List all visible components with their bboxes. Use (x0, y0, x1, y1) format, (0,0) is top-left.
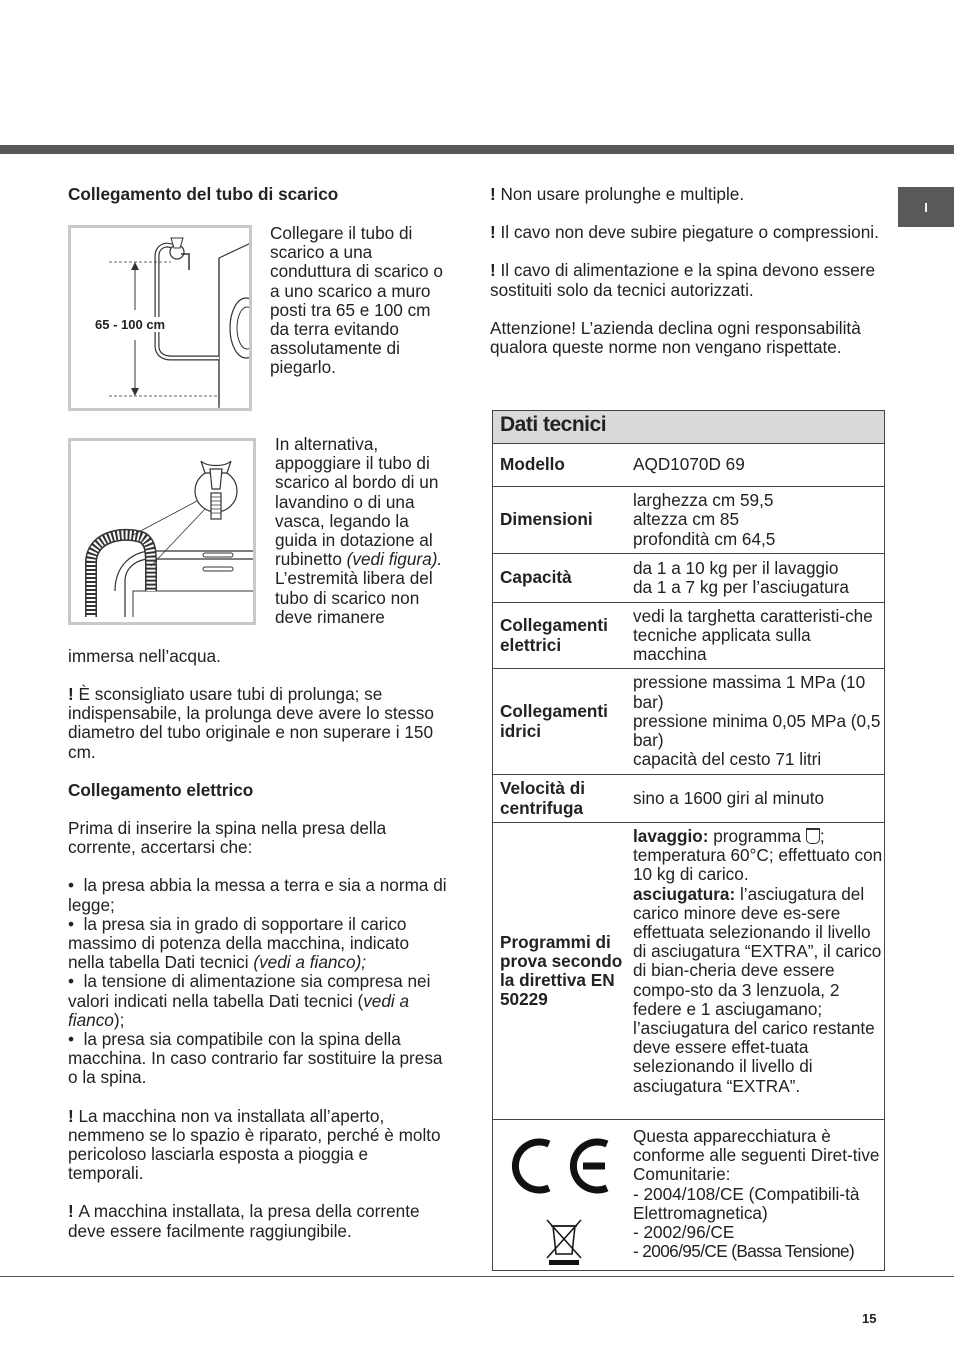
spec-label: Programmi di prova secondo la direttiva EN 50229 (500, 931, 623, 1010)
spec-row-water (493, 668, 884, 774)
drain-heading: Collegamento del tubo di scarico (68, 184, 339, 204)
spec-table-title: Dati tecnici (493, 411, 884, 444)
top-band (0, 145, 954, 154)
sink-drain-icon (71, 441, 253, 622)
spec-value: da 1 a 10 kg per il lavaggio da 1 a 7 kg per l’asciugatura (633, 557, 849, 597)
spec-value: sino a 1600 giri al minuto (633, 787, 825, 808)
ce-area (493, 1120, 633, 1270)
sink-drain-text-b: L’estremità libera del tubo di scarico non deve rimanere (275, 568, 433, 627)
spec-row-model (493, 444, 884, 486)
extension-warning: ! È sconsigliato usare tubi di prolunga; se indispensabile, la prolunga deve avere lo stesso diametro del tubo originale e non superare i 150 cm. (68, 684, 434, 762)
bullet-load: • la presa sia in grado di sopportare il carico massimo di potenza della macchina, indicato nella tabella Dati tecnici (vedi a fianco); (68, 913, 410, 973)
spec-label: Dimensioni (500, 509, 593, 530)
spec-row-spin (493, 774, 884, 822)
see-figure-note: (vedi figura). (346, 549, 443, 570)
drain-figure-sink (68, 438, 256, 625)
attention-note: Attenzione! L’azienda declina ogni responsabilità qualora queste norme non vengano rispettate. (490, 317, 861, 358)
right-column (490, 185, 885, 357)
spec-value: AQD1070D 69 (633, 454, 745, 475)
spec-value: lavaggio: programma ; temperatura 60°C; effettuato con 10 kg di carico. asciugatura: l’asciugatura del carico minore deve es-sere effettuata selezionando il livello di asciugatura “EXTRA”, il carico di bian-cheria deve essere compo-sto da 3 lenzuola, 2 federe e 1 asciugamano; l’asciugatura del carico restante deve essere effet-tuata selezionando il livello di asciugatura “EXTRA”. (633, 826, 883, 1096)
sink-drain-text-a: In alternativa, appoggiare il tubo di scarico al bordo di un lavandino o di una vasca, legando la guida in dotazione al rubinetto (275, 434, 439, 570)
warning-replacement: ! Il cavo di alimentazione e la spina devono essere sostituiti solo da tecnici autorizzati. (490, 260, 876, 300)
access-warning: ! A macchina installata, la presa della corrente deve essere facilmente raggiungibile. (68, 1201, 420, 1241)
wash-program-icon (806, 828, 820, 844)
bullet-voltage: • la tensione di alimentazione sia compresa nei valori indicati nella tabella Dati tecnici (vedi a fianco); (68, 971, 431, 1030)
warning-extensions: ! Non usare prolunghe e multiple. (490, 184, 745, 204)
bullet-earth: • la presa abbia la messa a terra e sia a norma di legge; (68, 875, 447, 915)
outdoor-warning: ! La macchina non va installata all’aperto, nemmeno se lo spazio è riparato, perché è molto pericoloso lasciarla esposta a pioggia e temporali. (68, 1105, 441, 1184)
sink-drain-text (275, 435, 455, 627)
spec-row-capacity (493, 553, 884, 602)
spec-value: vedi la targhetta caratteristi-che tecniche applicata sulla macchina (633, 605, 873, 665)
spec-row-electrical (493, 602, 884, 668)
spec-label: Capacità (500, 567, 572, 588)
weee-bin-icon (547, 1220, 581, 1265)
spec-table (492, 410, 885, 1271)
spec-label: Collegamenti elettrici (500, 615, 608, 655)
language-tab: I (898, 187, 954, 227)
page-number: 15 (862, 1311, 877, 1326)
ce-mark-icon (515, 1142, 607, 1190)
spec-value: pressione massima 1 MPa (10 bar) pressione minima 0,05 MPa (0,5 bar) capacità del cesto 71 litri (633, 672, 881, 770)
spec-label: Collegamenti idrici (500, 701, 608, 741)
left-lower-text (68, 685, 448, 1241)
electric-intro: Prima di inserire la spina nella presa della corrente, accertarsi che: (68, 818, 387, 858)
warning-bending: ! Il cavo non deve subire piegature o compressioni. (490, 222, 879, 243)
spec-row-test-programs (493, 822, 884, 1119)
wall-drain-text: Collegare il tubo di scarico a una conduttura di scarico o a uno scarico a muro posti tra 65 e 100 cm da terra evitando assolutamente di piegarlo. (270, 223, 443, 378)
spec-label: Velocità di centrifuga (500, 778, 586, 818)
spec-row-dimensions (493, 486, 884, 553)
spec-value: larghezza cm 59,5 altezza cm 85 profondità cm 64,5 (633, 490, 776, 549)
drain-figure-wall (68, 225, 252, 411)
electric-heading: Collegamento elettrico (68, 779, 254, 800)
bottom-rule (0, 1276, 954, 1277)
bullet-plug: • la presa sia compatibile con la spina della macchina. In caso contrario far sostituire la presa o la spina. (68, 1029, 443, 1088)
height-label: 65 - 100 cm (95, 317, 166, 332)
spec-row-ce (493, 1119, 884, 1270)
sink-drain-text-end: immersa nell’acqua. (68, 646, 221, 666)
spec-value: Questa apparecchiatura è conforme alle seguenti Diret-tive Comunitarie: - 2004/108/CE (Compatibili-tà Elettromagnetica) - 2002/96/CE - 2006/95/CE (Bassa Tensione) (633, 1126, 880, 1262)
left-column (68, 185, 448, 204)
spec-label: Modello (500, 454, 565, 475)
